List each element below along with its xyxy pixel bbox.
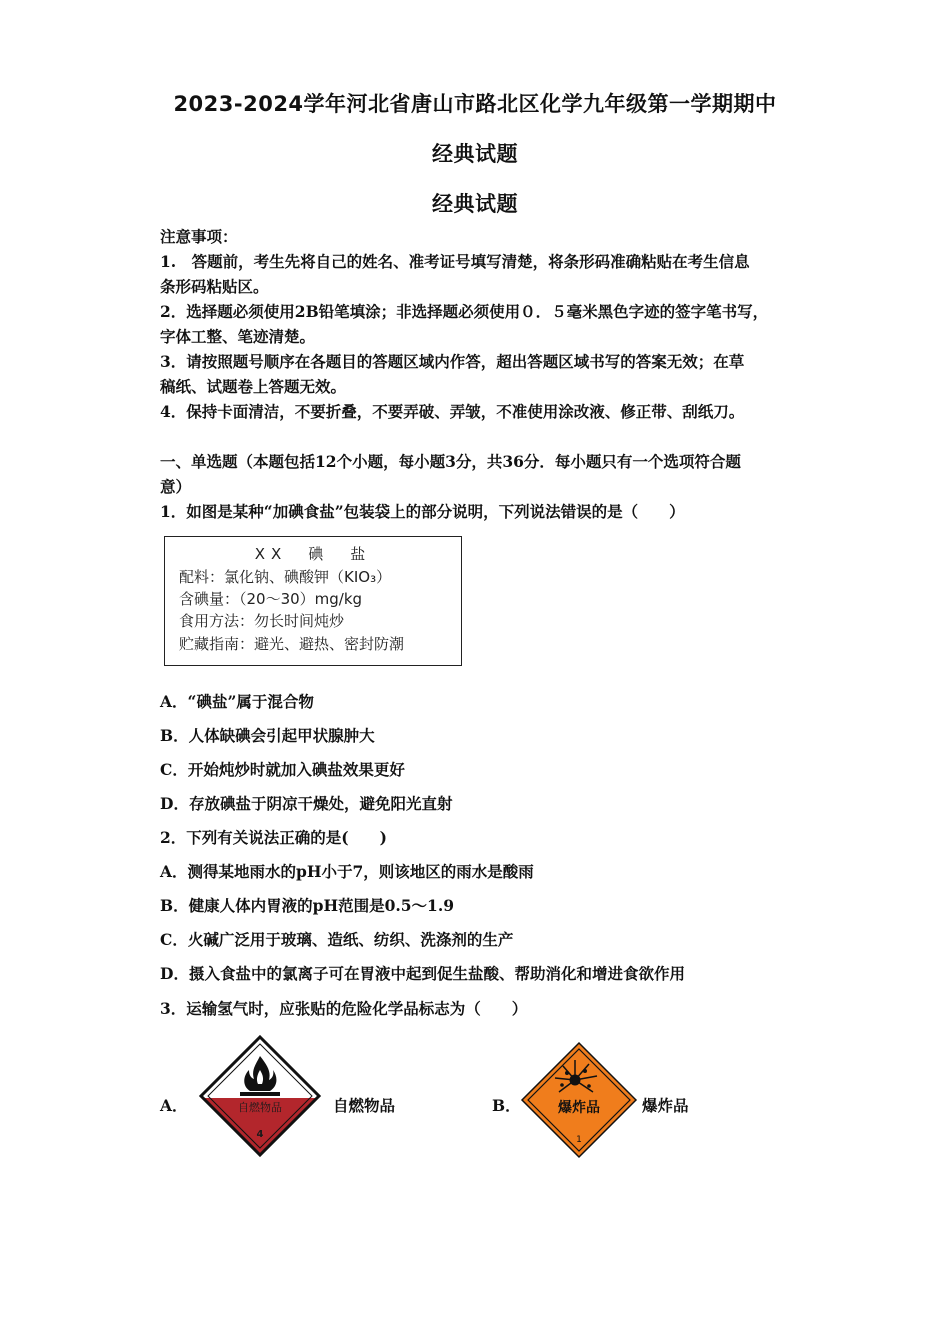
notice-line: 1. 答题前，考生先将自己的姓名、准考证号填写清楚，将条形码准确粘贴在考生信息 <box>160 252 750 271</box>
notice-line: 2．选择题必须使用2B铅笔填涂；非选择题必须使用０．５毫米黑色字迹的签字笔书写， <box>160 302 769 321</box>
question-2-option-c: C．火碱广泛用于玻璃、造纸、纺织、洗涤剂的生产 <box>160 930 514 949</box>
salt-label-ingredients: 配料：氯化钠、碘酸钾（KIO₃） <box>179 568 392 586</box>
notice-line: 4．保持卡面清洁，不要折叠，不要弄破、弄皱，不准使用涂改液、修正带、刮纸刀。 <box>160 402 745 421</box>
question-2-option-b: B．健康人体内胃液的pH范围是0.5～1.9 <box>160 896 455 915</box>
question-1-stem: 1．如图是某种“加碘食盐”包装袋上的部分说明，下列说法错误的是（ ） <box>160 502 685 521</box>
section-heading-cont: 意） <box>160 477 192 496</box>
question-2-stem: 2．下列有关说法正确的是( ) <box>160 828 387 847</box>
notice-line: 条形码粘贴区。 <box>160 277 269 296</box>
question-3-stem: 3．运输氢气时，应张贴的危险化学品标志为（ ） <box>160 999 528 1018</box>
question-1-option-a: A．“碘盐”属于混合物 <box>160 692 314 711</box>
explosive-hazard-sign <box>519 1040 639 1160</box>
doc-title-line1: 2023-2024学年河北省唐山市路北区化学九年级第一学期期中 <box>173 92 777 116</box>
question-3-option-a-letter: A． <box>160 1096 188 1115</box>
flammable-sign-text: 自燃物品 <box>238 1101 282 1114</box>
salt-label-iodine-content: 含碘量：（20～30）mg/kg <box>179 590 363 608</box>
doc-title-line2: 经典试题 <box>432 142 518 166</box>
question-1-option-c: C．开始炖炒时就加入碘盐效果更好 <box>160 760 405 779</box>
explosive-sign-class-number: 1 <box>576 1135 582 1145</box>
iodized-salt-label <box>164 536 462 666</box>
notice-line: 字体工整、笔迹清楚。 <box>160 327 316 346</box>
salt-label-storage: 贮藏指南：避光、避热、密封防潮 <box>179 635 405 653</box>
question-3-option-b-letter: B． <box>492 1096 521 1115</box>
salt-label-usage: 食用方法：勿长时间炖炒 <box>179 612 345 630</box>
question-2-option-d: D．摄入食盐中的氯离子可在胃液中起到促生盐酸、帮助消化和增进食欲作用 <box>160 964 685 983</box>
question-2-option-a: A．测得某地雨水的pH小于7，则该地区的雨水是酸雨 <box>160 862 534 881</box>
doc-title-line3: 经典试题 <box>432 192 518 216</box>
question-1-option-b: B．人体缺碘会引起甲状腺肿大 <box>160 726 375 745</box>
question-3-option-a-caption: 自燃物品 <box>333 1096 396 1115</box>
flammable-sign-class-number: 4 <box>256 1129 264 1140</box>
notice-line: 3．请按照题号顺序在各题目的答题区域内作答，超出答题区域书写的答案无效；在草 <box>160 352 745 371</box>
section-heading: 一、单选题（本题包括12个小题，每小题3分，共36分．每小题只有一个选项符合题 <box>160 452 741 471</box>
salt-label-title: XX 碘 盐 <box>254 545 372 563</box>
explosive-sign-text: 爆炸品 <box>558 1100 600 1116</box>
notice-line: 稿纸、试题卷上答题无效。 <box>160 377 347 396</box>
question-1-option-d: D．存放碘盐于阴凉干燥处，避免阳光直射 <box>160 794 453 813</box>
question-3-option-b-caption: 爆炸品 <box>642 1096 689 1115</box>
notice-heading: 注意事项： <box>160 227 238 246</box>
flammable-hazard-sign <box>198 1034 322 1158</box>
